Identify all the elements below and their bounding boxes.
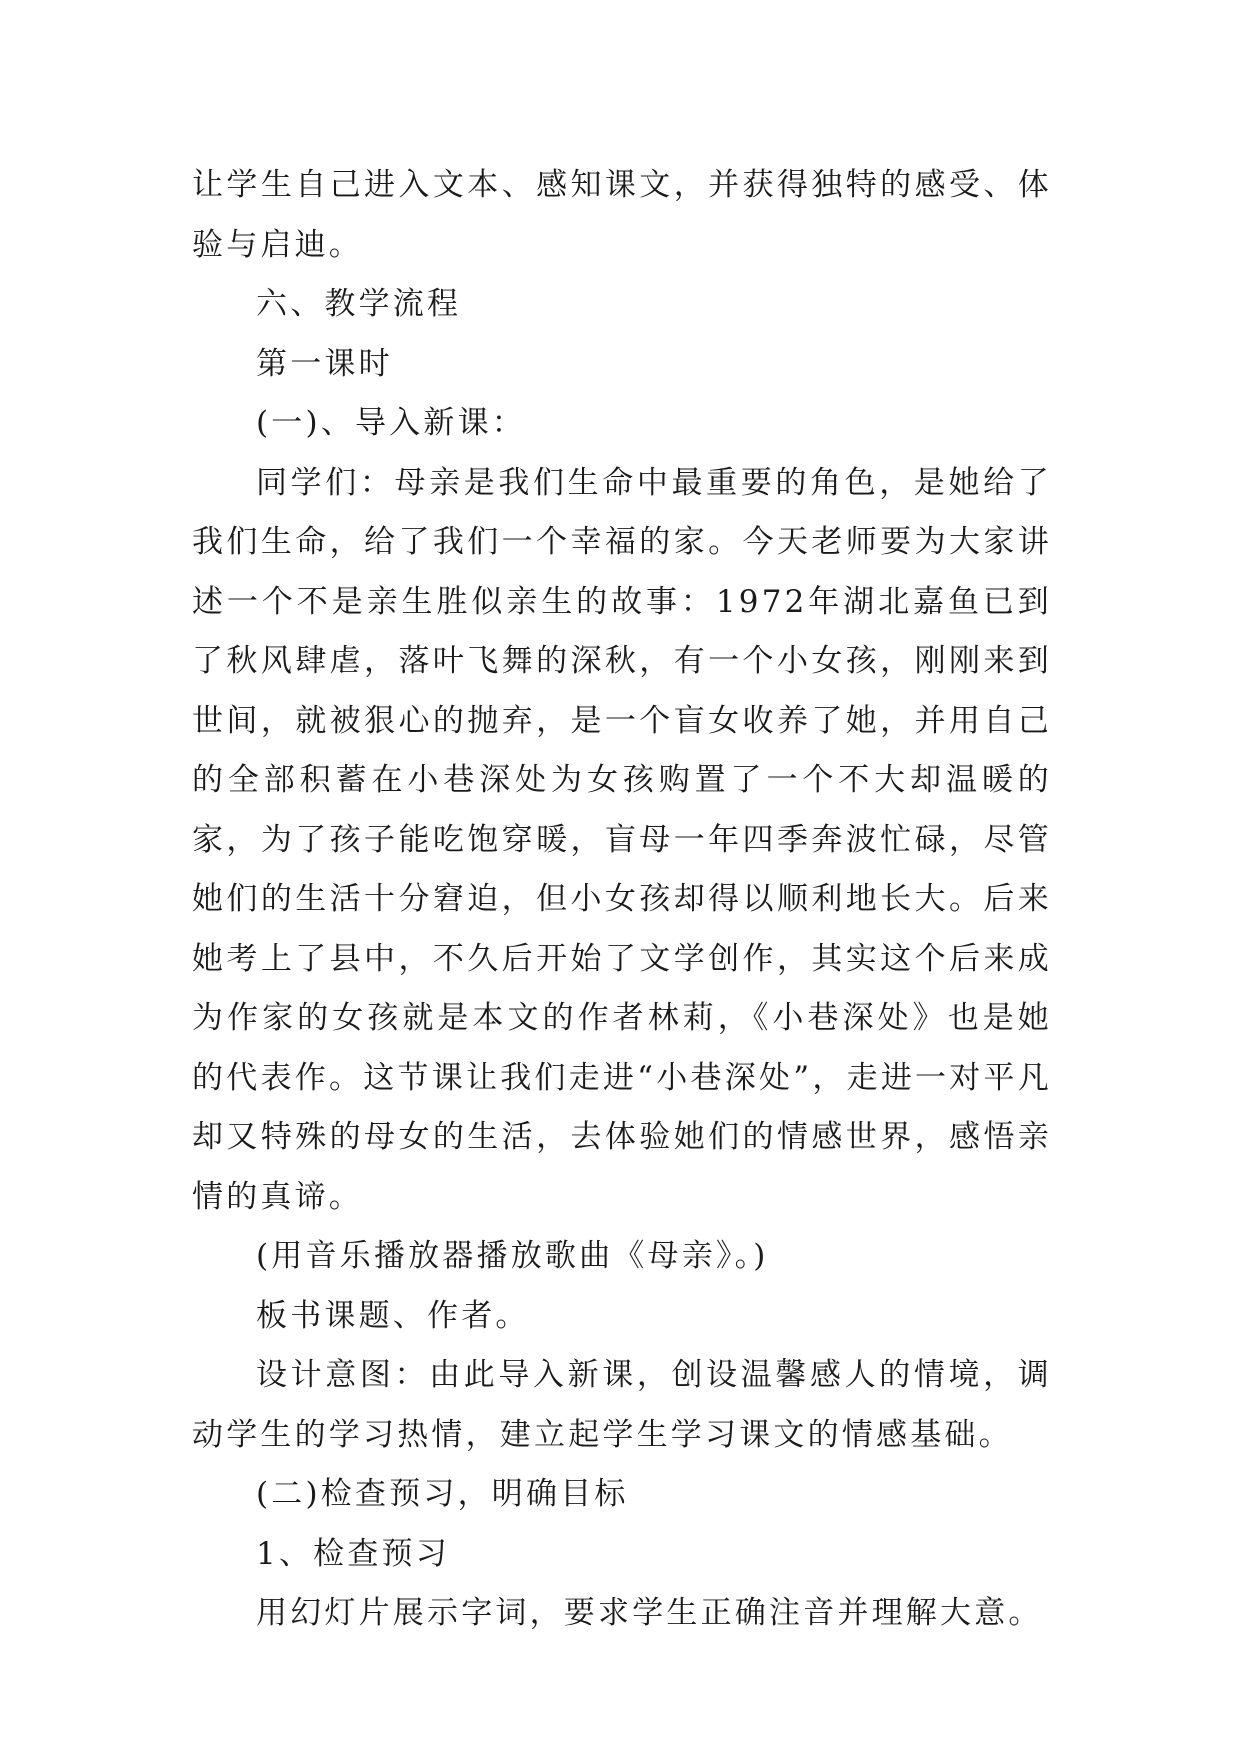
paragraph-design-intent: 设计意图：由此导入新课，创设温馨感人的情境，调动学生的学习热情，建立起学生学习课文的情感基础。	[192, 1357, 1052, 1453]
paragraph-slides-vocabulary: 用幻灯片展示字词，要求学生正确注音并理解大意。	[256, 1595, 1043, 1631]
lesson-heading-first-period: 第一课时	[256, 345, 393, 382]
list-item-check-preview: 1、检查预习	[256, 1535, 450, 1572]
paragraph-continuation: 让学生自己进入文本、感知课文，并获得独特的感受、体验与启迪。	[192, 167, 1052, 263]
document-body	[192, 156, 1052, 1644]
paragraph-play-song: (用音乐播放器播放歌曲《母亲》。)	[256, 1238, 769, 1274]
section-heading-teaching-process: 六、教学流程	[256, 286, 462, 322]
paragraph-introduction-story: 同学们：母亲是我们生命中最重要的角色，是她给了我们生命，给了我们一个幸福的家。今天老师要为大家讲述一个不是亲生胜似亲生的故事：1972年湖北嘉鱼已到了秋风肆虐，落叶飞舞的深秋，有一个小女孩，刚刚来到世间，就被狠心的抛弃，是一个盲女收养了她，并用自己的全部积蓄在小巷深处为女孩购置了一个不大却温暖的家，为了孩子能吃饱穿暖，盲母一年四季奔波忙碌，尽管她们的生活十分窘迫，但小女孩却得以顺利地长大。后来她考上了县中，不久后开始了文学创作，其实这个后来成为作家的女孩就是本文的作者林莉，《小巷深处》也是她的代表作。这节课让我们走进“小巷深处”，走进一对平凡却又特殊的母女的生活，去体验她们的情感世界，感悟亲情的真谛。	[192, 464, 1052, 1215]
paragraph-blackboard: 板书课题、作者。	[256, 1297, 530, 1334]
subheading-introduction: (一)、导入新课：	[256, 405, 526, 441]
subheading-check-preview: (二)检查预习，明确目标	[256, 1476, 629, 1512]
